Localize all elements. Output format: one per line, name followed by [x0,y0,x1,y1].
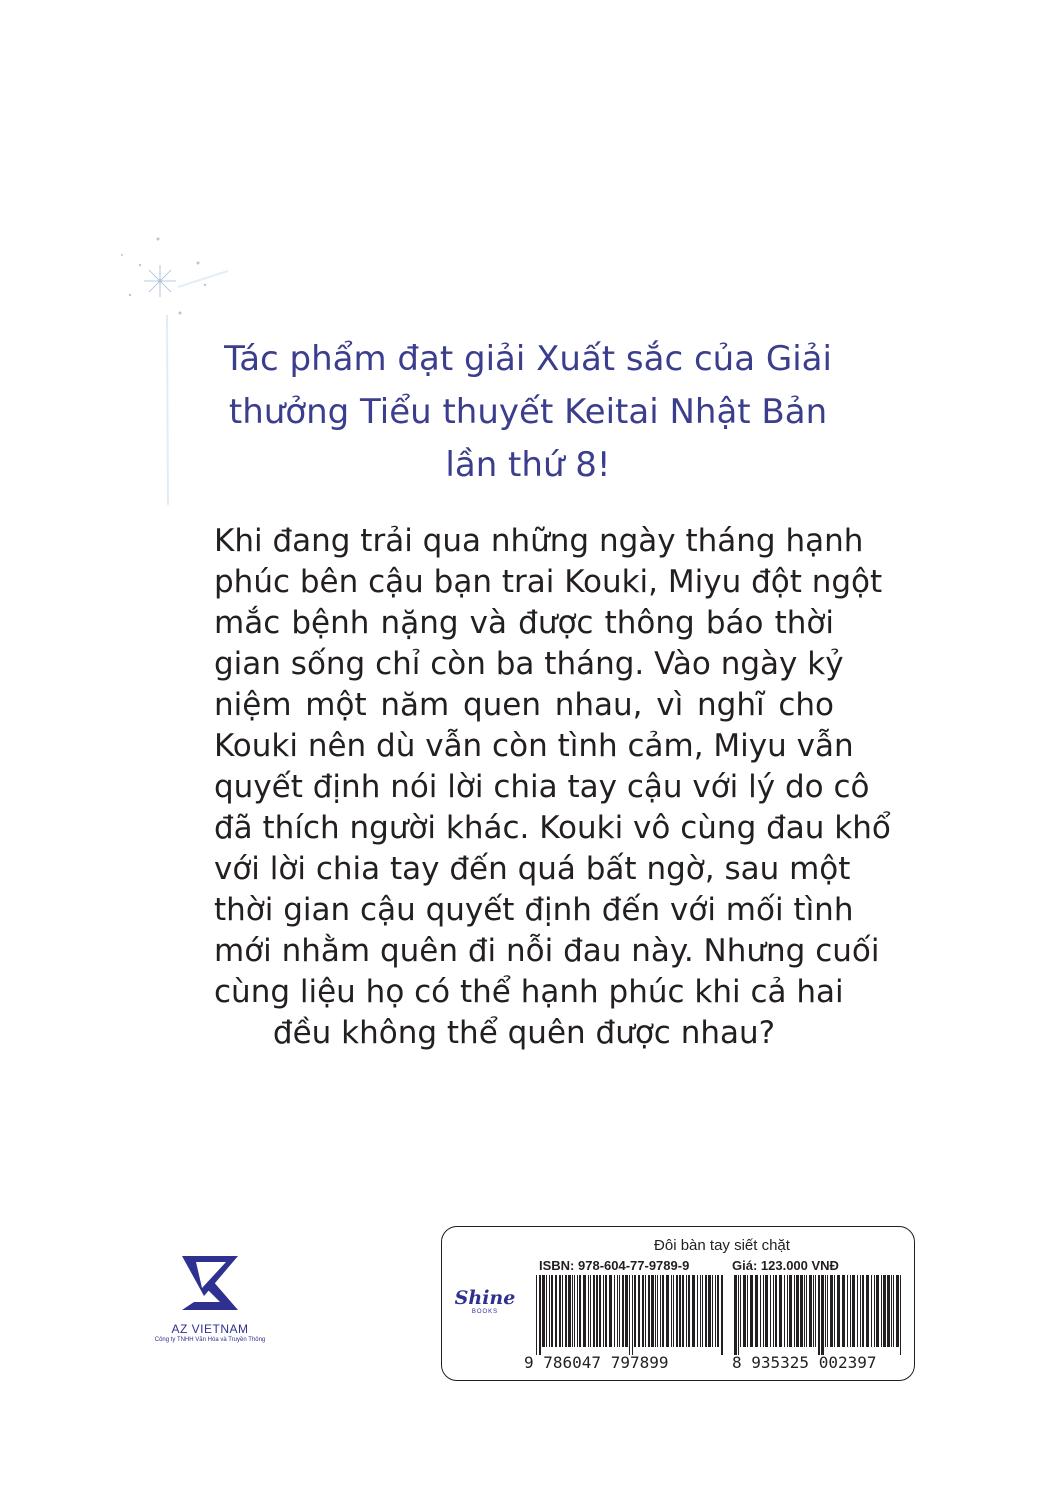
barcode-stripe [818,1275,820,1355]
barcode-stripe [555,1275,557,1347]
barcode-stripe [700,1275,701,1347]
synopsis-line: cùng liệu họ có thể hạnh phúc khi cả hai [214,974,844,1010]
synopsis-line: quyết định nói lời chia tay cậu với lý do cô [214,769,870,805]
barcode-stripe [809,1275,812,1347]
barcode-stripe [827,1275,828,1347]
barcode-stripe [614,1275,615,1347]
barcode-stripe [806,1275,807,1347]
barcode-stripe [755,1275,758,1347]
barcode-stripe [715,1275,716,1347]
barcode-stripe [850,1275,851,1347]
barcode-stripe [577,1275,578,1347]
synopsis-line: đều không thể quên được nhau? [272,1015,776,1051]
headline-line: lần thứ 8! [445,445,611,485]
barcode-stripe [579,1275,581,1347]
barcode-stripe [834,1275,835,1347]
book-title: Đôi bàn tay siết chặt [654,1237,790,1254]
barcode-stripe [830,1275,833,1347]
award-headline [208,333,848,492]
barcode-stripe [622,1275,624,1347]
barcode-stripe [568,1275,571,1347]
barcode-stripe [800,1275,803,1347]
barcode-stripe [796,1275,799,1347]
barcode-stripe [559,1275,561,1347]
barcode-stripe [770,1275,771,1347]
barcode-stripe [887,1275,890,1347]
shine-logo-text: Shine [454,1287,516,1309]
barcode-stripe [657,1275,658,1347]
barcode-stripe [857,1275,858,1347]
synopsis-line: mắc bệnh nặng và được thông báo thời [214,605,834,641]
barcode-stripe [871,1275,872,1347]
barcode-stripe [565,1275,567,1347]
headline-line: Tác phẩm đạt giải Xuất sắc của Giải [224,339,832,379]
barcode-stripe [702,1275,703,1347]
barcode-stripe [773,1275,774,1347]
synopsis-line: thời gian cậu quyết định đến với mối tình [214,892,854,928]
barcode-stripe [666,1275,669,1347]
synopsis-line: Khi đang trải qua những ngày tháng hạnh [214,523,864,559]
synopsis-line: đã thích người khác. Kouki vô cùng đau khổ [214,810,891,846]
barcode-stripe [583,1275,586,1347]
barcode-stripe [590,1275,591,1347]
barcode-stripe [787,1275,788,1347]
barcode-stripe [625,1275,628,1347]
barcode-stripe [804,1275,805,1347]
barcode-stripe [596,1275,598,1347]
headline-line: thưởng Tiểu thuyết Keitai Nhật Bản [228,392,828,432]
barcode-stripe [603,1275,604,1347]
barcode-stripe [881,1275,882,1347]
barcode-stripe [599,1275,601,1347]
barcode-stripe [794,1275,795,1347]
barcode-stripe [609,1275,612,1347]
barcode-stripe [866,1275,869,1347]
barcode-stripe [551,1275,553,1347]
barcode-stripe [712,1275,713,1347]
barcode-stripe [546,1275,547,1347]
barcode-stripe [821,1275,824,1355]
barcode-stripe [645,1275,646,1347]
barcode-stripe [779,1275,782,1347]
barcode-icon [734,1275,904,1355]
barcode-stripe [638,1275,640,1347]
barcode-stripe [655,1275,656,1347]
barcode-stripe [900,1275,901,1355]
barcode-stripe [688,1275,690,1347]
barcode-stripe [837,1275,840,1347]
az-vietnam-logo-icon [178,1250,242,1314]
barcode-stripe [765,1275,768,1347]
barcode-stripe [883,1275,886,1347]
barcode-stripe [660,1275,661,1347]
publisher-name: AZ VIETNAM [171,1322,249,1336]
barcode-stripe [842,1275,845,1347]
barcode-stripe [784,1275,785,1347]
barcode-stripe [536,1275,537,1355]
barcode-stripe [734,1275,737,1355]
barcode-stripe [860,1275,861,1347]
barcode-stripe [721,1275,723,1355]
barcode-stripe [648,1275,650,1347]
barcode-stripe [760,1275,761,1347]
synopsis-line: với lời chia tay đến quá bất ngờ, sau một [214,851,851,887]
barcode-stripe [874,1275,875,1347]
barcode-stripe [825,1275,826,1347]
barcode-stripe [617,1275,618,1347]
barcode-stripe [747,1275,748,1347]
publisher-logo [150,1250,270,1343]
barcode-stripe [662,1275,664,1347]
barcode-stripe [642,1275,644,1347]
barcode-digits: 9 786047 797899 [524,1353,669,1372]
barcode-stripe [775,1275,777,1347]
barcode-stripe [692,1275,695,1347]
barcode-stripe [705,1275,707,1347]
barcode-stripe [605,1275,607,1347]
price-text: Giá: 123.000 VNĐ [732,1258,839,1273]
synopsis-line: niệm một năm quen nhau, vì nghĩ cho [214,687,834,723]
barcode-stripe [743,1275,746,1347]
barcode-stripe [740,1275,741,1347]
barcode-stripe [632,1275,633,1355]
barcode-stripe [671,1275,672,1347]
barcode-label [441,1226,915,1381]
barcode-stripe [572,1275,573,1347]
barcode-stripe [852,1275,855,1347]
barcode-stripe [549,1275,550,1347]
barcode-stripe [847,1275,848,1347]
barcode-stripe [891,1275,892,1347]
barcode-stripe [763,1275,764,1347]
barcode-stripe [634,1275,636,1347]
barcode-stripe [789,1275,792,1347]
barcode-stripe [542,1275,545,1347]
barcode-stripe [738,1275,739,1355]
publisher-subtitle: Công ty TNHH Văn Hóa và Truyền Thông [154,1337,266,1343]
barcode-stripe [588,1275,589,1347]
shine-books-logo [450,1287,520,1337]
barcode-stripe [539,1275,541,1355]
synopsis-line: Kouki nên dù vẫn còn tình cảm, Miyu vẫn [214,728,854,764]
barcode-stripe [862,1275,864,1347]
barcode-stripe [629,1275,630,1355]
barcode-stripe [717,1275,719,1347]
shine-logo-subtext: BOOKS [471,1309,499,1315]
barcode-stripe [697,1275,698,1347]
barcode-stripe [651,1275,654,1347]
synopsis-line: mới nhằm quên đi nỗi đau này. Nhưng cuối [214,933,880,969]
synopsis-line: gian sống chỉ còn ba tháng. Vào ngày kỷ [214,646,844,682]
barcode-stripe [686,1275,687,1347]
barcode-stripe [815,1275,816,1347]
barcode-stripe [893,1275,894,1347]
barcode-stripe [876,1275,879,1347]
synopsis-line: phúc bên cậu bạn trai Kouki, Miyu đột ngột [214,564,883,600]
barcode-stripe [679,1275,681,1347]
barcode-stripe [619,1275,620,1347]
barcode-stripe [708,1275,711,1347]
barcode-stripe [682,1275,684,1347]
barcode-digits: 8 935325 002397 [732,1353,877,1372]
barcode-stripe [562,1275,563,1347]
barcode-stripe [750,1275,753,1347]
barcode-stripe [574,1275,575,1347]
barcode-stripe [676,1275,678,1347]
barcode-stripe [593,1275,595,1347]
isbn-text: ISBN: 978-604-77-9789-9 [539,1258,690,1273]
barcode-stripe [673,1275,674,1347]
barcode-stripe [896,1275,899,1347]
barcode-icon [536,1275,726,1355]
synopsis-paragraph [214,521,891,1054]
barcode-stripe [813,1275,814,1347]
